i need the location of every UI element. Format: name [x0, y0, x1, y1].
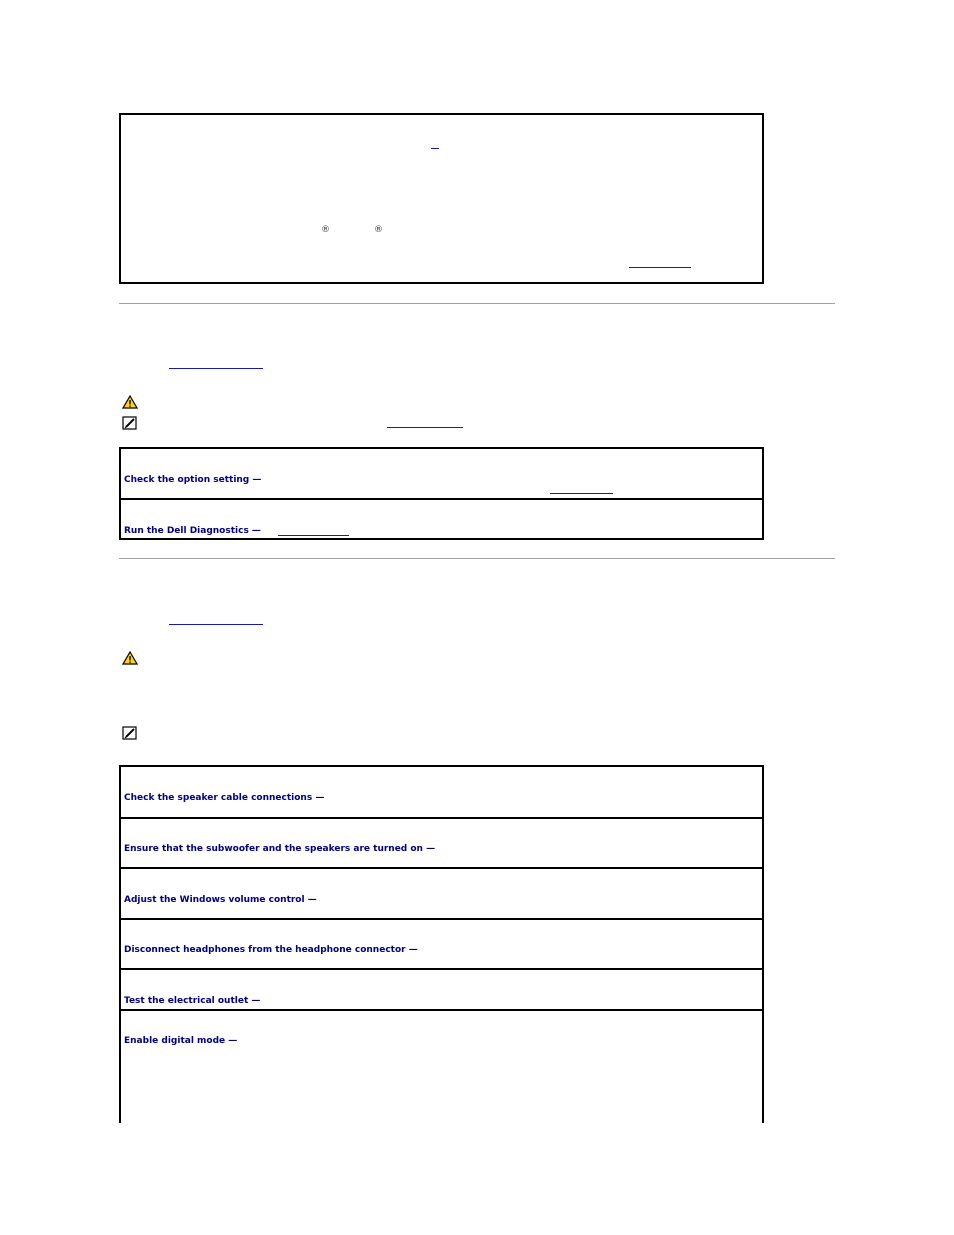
caution-icon [122, 395, 138, 409]
disconnect-headphones-label: Disconnect headphones from the headphone connector — [124, 945, 418, 955]
top-box-link[interactable] [629, 267, 691, 268]
subwoofer-speakers-on-label: Ensure that the subwoofer and the speakers are turned on — [124, 844, 436, 854]
section-divider-1 [119, 303, 835, 304]
section-divider-2 [119, 558, 835, 559]
option-setting-link[interactable] [550, 493, 613, 494]
option-table-row-separator [121, 498, 762, 500]
speaker-table-sep-5 [121, 1009, 762, 1011]
check-speaker-cable-label: Check the speaker cable connections — [124, 793, 325, 803]
section-2-link[interactable] [169, 368, 263, 369]
check-option-setting-label: Check the option setting — [124, 475, 262, 485]
speaker-table-sep-4 [121, 968, 762, 970]
note-link[interactable] [387, 427, 463, 428]
top-info-box [119, 113, 764, 284]
speaker-table-sep-3 [121, 918, 762, 920]
section-3-link[interactable] [169, 624, 263, 625]
note-icon [122, 416, 138, 430]
option-table [119, 447, 764, 540]
top-box-link-short[interactable] [431, 148, 439, 149]
registered-mark-2: ® [374, 225, 383, 235]
dell-diagnostics-link[interactable] [278, 535, 349, 536]
registered-mark-1: ® [321, 225, 330, 235]
caution-icon [122, 651, 138, 665]
speaker-table-sep-2 [121, 867, 762, 869]
speaker-table [119, 765, 764, 1123]
test-electrical-outlet-label: Test the electrical outlet — [124, 996, 261, 1006]
enable-digital-mode-label: Enable digital mode — [124, 1036, 238, 1046]
run-dell-diagnostics-label: Run the Dell Diagnostics — [124, 526, 261, 536]
note-icon [122, 726, 138, 740]
speaker-table-sep-1 [121, 817, 762, 819]
windows-volume-label: Adjust the Windows volume control — [124, 895, 317, 905]
